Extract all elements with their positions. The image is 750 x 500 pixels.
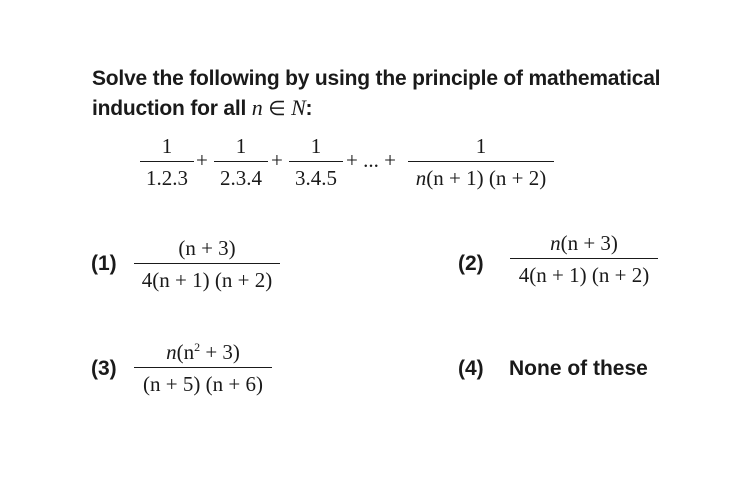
option-3-numerator: $n(n^2 + 3)$	[166, 340, 240, 364]
option-1-denominator: 4(n + 1) (n + 2)	[141, 268, 273, 292]
option-1-fraction[interactable]	[134, 236, 280, 292]
question-text	[92, 64, 692, 124]
option-4-label[interactable]: (4)	[458, 357, 484, 380]
question-line-2-prefix: induction for all	[92, 97, 252, 120]
option-2-numerator: n(n + 3)	[550, 231, 618, 255]
var-n: n	[251, 95, 263, 120]
plus-sign: +	[271, 148, 283, 172]
series-term-3	[289, 134, 343, 190]
ellipsis-plus: + ... +	[346, 148, 396, 172]
term-n-numerator: 1	[475, 134, 487, 158]
term-3-numerator: 1	[310, 134, 322, 158]
set-n: N	[291, 95, 306, 120]
term-n-denominator: n(n + 1) (n + 2)	[415, 166, 547, 190]
option-1-label[interactable]: (1)	[91, 252, 117, 275]
option-3-denominator: (n + 5) (n + 6)	[143, 372, 263, 396]
option-4-text[interactable]: None of these	[509, 357, 648, 380]
series-term-2	[214, 134, 268, 190]
term-2-numerator: 1	[235, 134, 247, 158]
option-2-fraction[interactable]	[510, 231, 658, 287]
term-1-numerator: 1	[161, 134, 173, 158]
series-term-n	[408, 134, 554, 190]
term-1-denominator: 1.2.3	[146, 166, 188, 190]
term-2-denominator: 2.3.4	[220, 166, 262, 190]
series-term-1	[140, 134, 194, 190]
option-1-numerator: (n + 3)	[178, 236, 236, 260]
option-2-denominator: 4(n + 1) (n + 2)	[518, 263, 650, 287]
option-3-label[interactable]: (3)	[91, 357, 117, 380]
plus-sign: +	[196, 148, 208, 172]
exponent: 2	[194, 340, 201, 354]
question-line-1: Solve the following by using the principle of mathematical	[92, 67, 661, 90]
option-2-label[interactable]: (2)	[458, 252, 484, 275]
element-of-symbol: ∈	[268, 98, 286, 120]
question-line-2	[92, 93, 692, 124]
option-3-fraction[interactable]	[134, 340, 272, 396]
term-3-denominator: 3.4.5	[295, 166, 337, 190]
question-line-2-suffix: :	[305, 97, 313, 120]
